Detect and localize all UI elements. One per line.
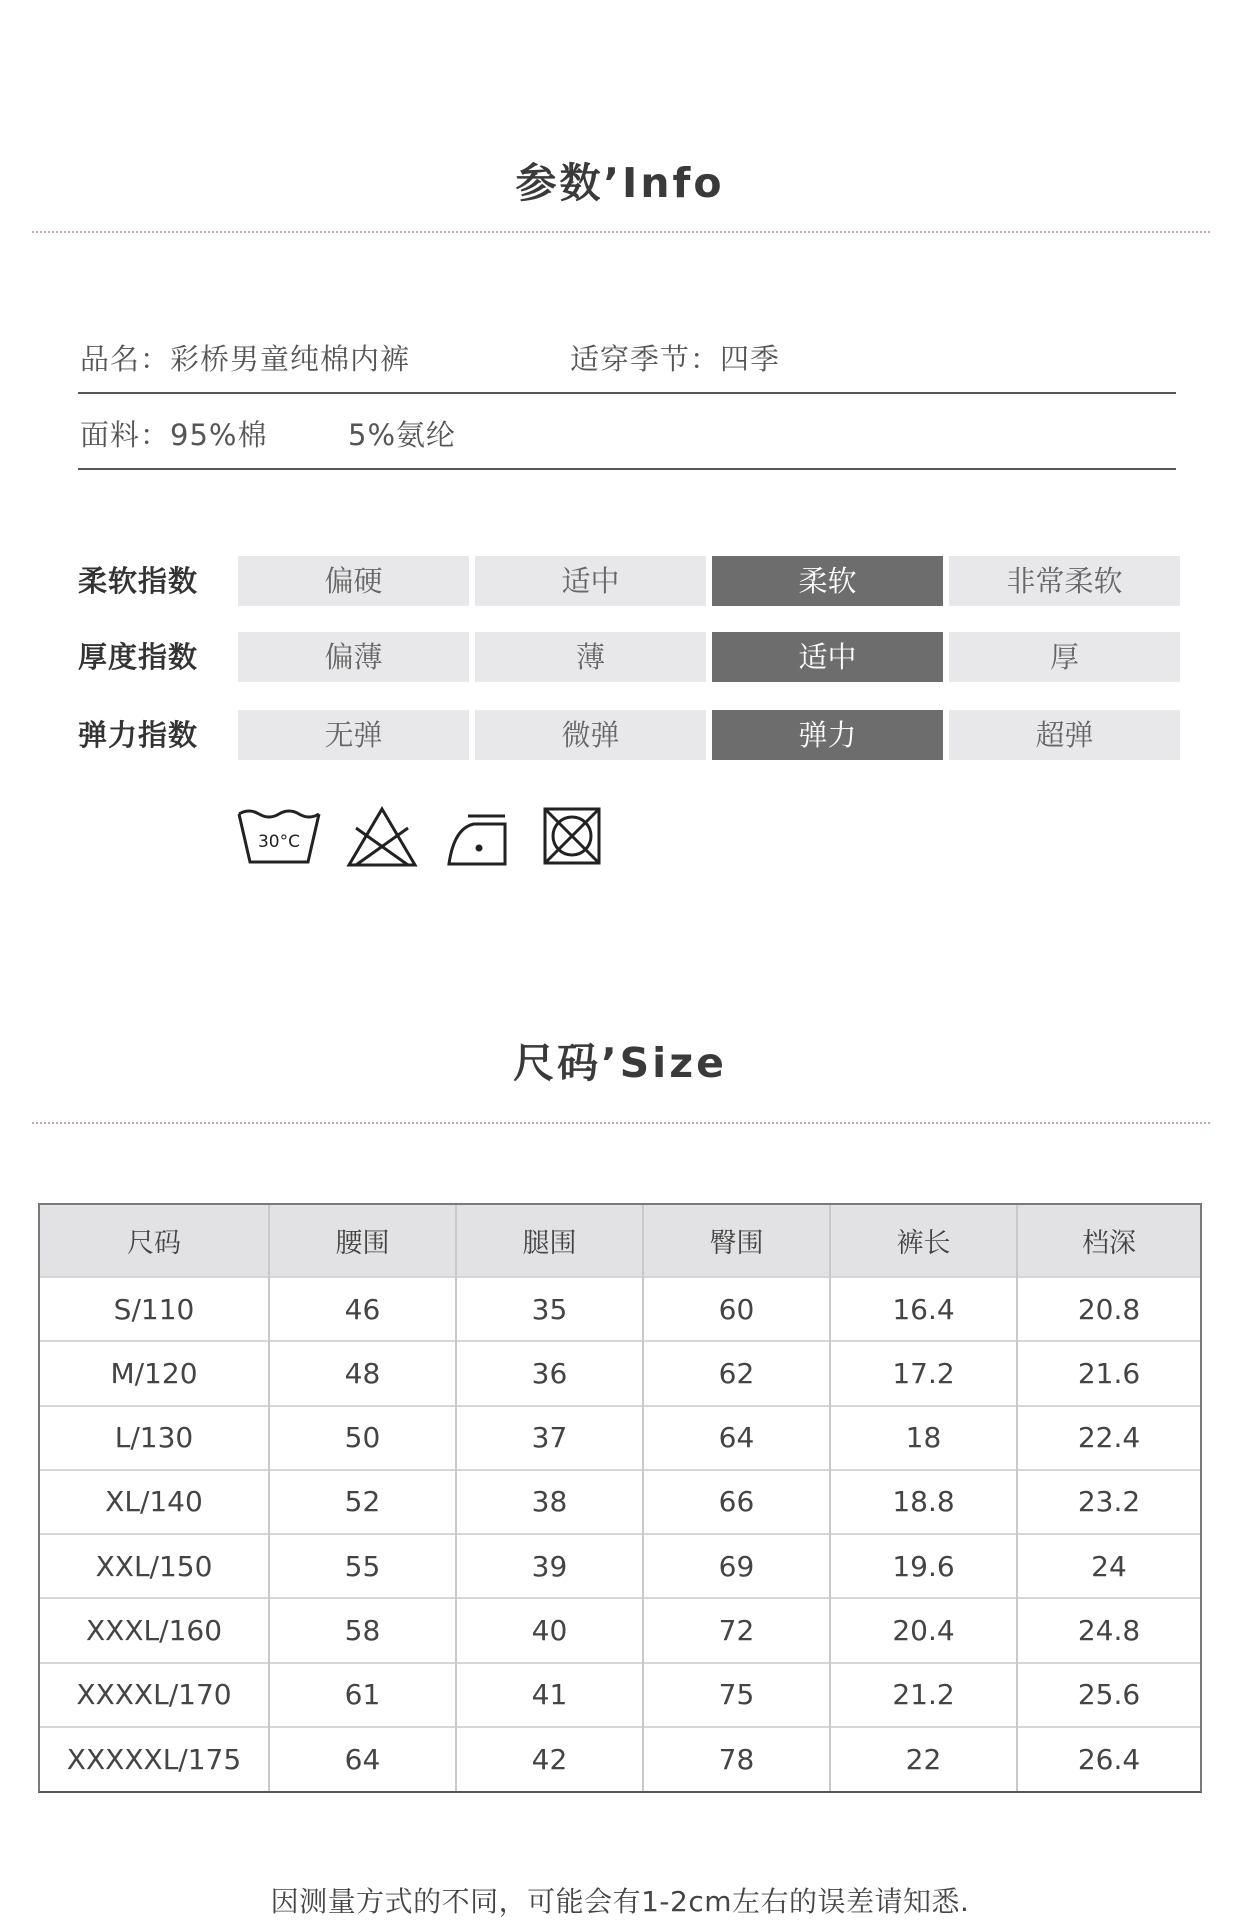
thickness-option-selected: 适中 <box>712 632 943 682</box>
table-cell: 24 <box>1017 1534 1200 1598</box>
table-cell: L/130 <box>40 1406 269 1470</box>
table-cell: XXXXL/170 <box>40 1663 269 1727</box>
table-cell: 62 <box>643 1341 830 1405</box>
table-cell: 58 <box>269 1598 456 1662</box>
softness-option: 非常柔软 <box>949 556 1180 606</box>
elasticity-index-label: 弹力指数 <box>78 718 199 752</box>
table-cell: 39 <box>456 1534 643 1598</box>
info-section-title: 参数’Info <box>515 159 725 207</box>
table-cell: 52 <box>269 1470 456 1534</box>
table-cell: 25.6 <box>1017 1663 1200 1727</box>
table-cell: 75 <box>643 1663 830 1727</box>
wash-temperature: 30°C <box>257 832 301 852</box>
table-cell: 55 <box>269 1534 456 1598</box>
table-cell: 22.4 <box>1017 1406 1200 1470</box>
table-cell: 41 <box>456 1663 643 1727</box>
table-cell: 72 <box>643 1598 830 1662</box>
table-cell: 16.4 <box>830 1277 1017 1341</box>
table-cell: 61 <box>269 1663 456 1727</box>
thickness-option: 厚 <box>949 632 1180 682</box>
header-waist: 腰围 <box>269 1205 456 1277</box>
elasticity-option: 无弹 <box>238 710 469 760</box>
table-row <box>40 1598 1200 1662</box>
table-row <box>40 1341 1200 1405</box>
table-cell: 18 <box>830 1406 1017 1470</box>
header-rise: 档深 <box>1017 1205 1200 1277</box>
softness-option: 适中 <box>475 556 706 606</box>
size-section-title: 尺码’Size <box>513 1039 727 1087</box>
table-cell: 64 <box>269 1727 456 1791</box>
thickness-index-row <box>78 632 1180 682</box>
table-cell: 37 <box>456 1406 643 1470</box>
table-cell: 18.8 <box>830 1470 1017 1534</box>
elasticity-option-selected: 弹力 <box>712 710 943 760</box>
table-cell: 20.8 <box>1017 1277 1200 1341</box>
table-cell: 48 <box>269 1341 456 1405</box>
elasticity-option: 微弹 <box>475 710 706 760</box>
table-cell: 21.6 <box>1017 1341 1200 1405</box>
no-tumble-dry-icon <box>542 806 602 866</box>
care-icons <box>236 806 606 870</box>
info-row-product <box>78 318 1176 394</box>
table-row <box>40 1727 1200 1791</box>
softness-option: 偏硬 <box>238 556 469 606</box>
table-cell: M/120 <box>40 1341 269 1405</box>
elasticity-index-row <box>78 710 1180 760</box>
header-length: 裤长 <box>830 1205 1017 1277</box>
table-cell: 21.2 <box>830 1663 1017 1727</box>
info-row-material <box>78 394 1176 470</box>
info-divider <box>32 231 1210 233</box>
size-table <box>38 1203 1202 1793</box>
table-row <box>40 1470 1200 1534</box>
table-cell: 35 <box>456 1277 643 1341</box>
table-cell: 38 <box>456 1470 643 1534</box>
table-row <box>40 1277 1200 1341</box>
header-leg: 腿围 <box>456 1205 643 1277</box>
season: 适穿季节：四季 <box>570 342 781 376</box>
thickness-option: 薄 <box>475 632 706 682</box>
table-cell: 23.2 <box>1017 1470 1200 1534</box>
iron-low-icon <box>446 806 508 868</box>
table-cell: S/110 <box>40 1277 269 1341</box>
table-cell: 46 <box>269 1277 456 1341</box>
softness-index-row <box>78 556 1180 606</box>
softness-option-selected: 柔软 <box>712 556 943 606</box>
table-cell: 20.4 <box>830 1598 1017 1662</box>
table-cell: 17.2 <box>830 1341 1017 1405</box>
table-cell: 64 <box>643 1406 830 1470</box>
wash-30c-icon <box>236 806 322 866</box>
table-cell: 60 <box>643 1277 830 1341</box>
table-cell: XXL/150 <box>40 1534 269 1598</box>
header-size: 尺码 <box>40 1205 269 1277</box>
table-row <box>40 1534 1200 1598</box>
thickness-option: 偏薄 <box>238 632 469 682</box>
table-cell: 24.8 <box>1017 1598 1200 1662</box>
material-cotton: 面料：95%棉 <box>80 418 268 452</box>
size-divider <box>32 1122 1210 1124</box>
table-cell: 22 <box>830 1727 1017 1791</box>
table-cell: 66 <box>643 1470 830 1534</box>
material-spandex: 5%氨纶 <box>348 418 457 452</box>
measurement-note: 因测量方式的不同，可能会有1-2cm左右的误差请知悉. <box>270 1885 970 1918</box>
no-bleach-icon <box>346 806 418 868</box>
table-cell: 36 <box>456 1341 643 1405</box>
table-cell: 78 <box>643 1727 830 1791</box>
table-header-row <box>40 1205 1200 1277</box>
table-cell: 26.4 <box>1017 1727 1200 1791</box>
softness-index-label: 柔软指数 <box>78 564 199 598</box>
table-cell: 40 <box>456 1598 643 1662</box>
product-name: 品名：彩桥男童纯棉内裤 <box>80 342 411 376</box>
table-cell: 69 <box>643 1534 830 1598</box>
elasticity-option: 超弹 <box>949 710 1180 760</box>
table-row <box>40 1406 1200 1470</box>
table-row <box>40 1663 1200 1727</box>
table-cell: 42 <box>456 1727 643 1791</box>
header-hip: 臀围 <box>643 1205 830 1277</box>
table-cell: XXXL/160 <box>40 1598 269 1662</box>
table-cell: 19.6 <box>830 1534 1017 1598</box>
thickness-index-label: 厚度指数 <box>78 640 199 674</box>
table-cell: 50 <box>269 1406 456 1470</box>
table-cell: XXXXXL/175 <box>40 1727 269 1791</box>
table-cell: XL/140 <box>40 1470 269 1534</box>
